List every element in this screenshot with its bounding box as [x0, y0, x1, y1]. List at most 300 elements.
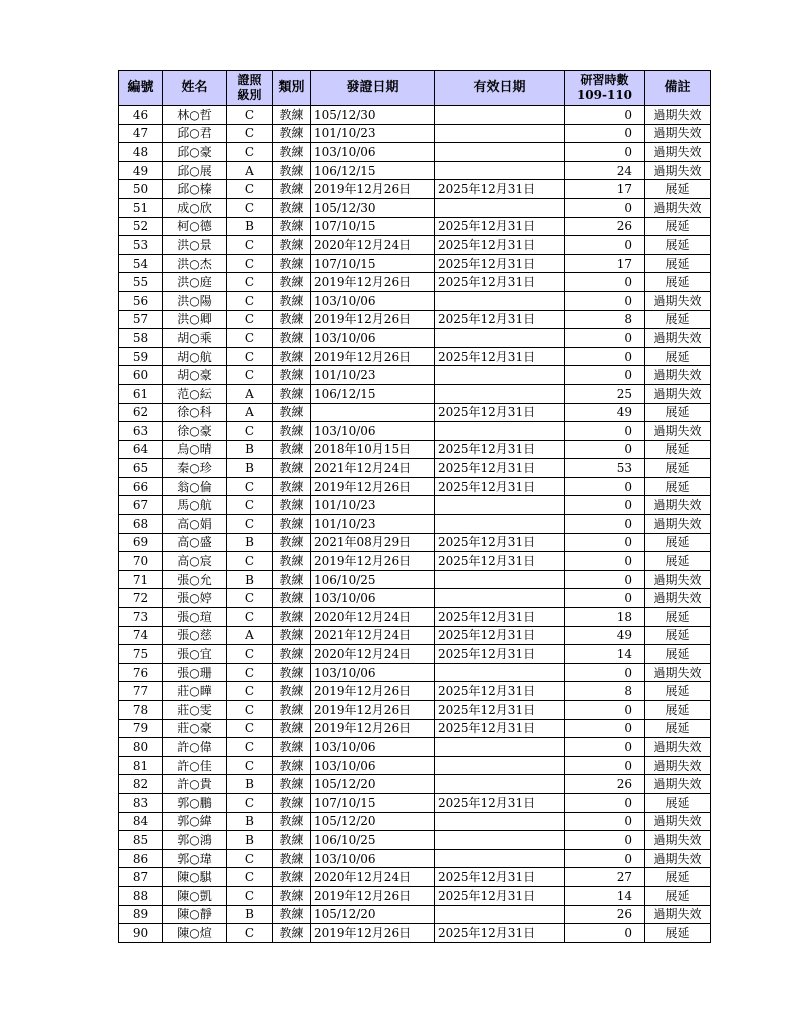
cell-note: 展延: [645, 180, 711, 199]
cell-name: 洪○卿: [163, 310, 227, 329]
cell-issue-date: 2019年12月26日: [311, 180, 435, 199]
cell-category: 教練: [273, 347, 311, 366]
cell-hours: 18: [565, 608, 645, 627]
table-row: [119, 793, 711, 812]
cell-hours: 0: [565, 849, 645, 868]
cell-level: C: [227, 143, 273, 162]
table-body: [119, 106, 711, 943]
cell-note: 展延: [645, 552, 711, 571]
cell-note: 展延: [645, 868, 711, 887]
cell-hours: 0: [565, 719, 645, 738]
cell-valid-date: [435, 738, 565, 757]
cell-no: 87: [119, 868, 163, 887]
cell-issue-date: 103/10/06: [311, 589, 435, 608]
cell-hours: 26: [565, 217, 645, 236]
cell-level: C: [227, 682, 273, 701]
cell-name: 徐○豪: [163, 422, 227, 441]
cell-valid-date: 2025年12月31日: [435, 403, 565, 422]
cell-valid-date: [435, 366, 565, 385]
cell-level: C: [227, 756, 273, 775]
table-row: [119, 626, 711, 645]
table-row: [119, 701, 711, 720]
cell-issue-date: 2020年12月24日: [311, 868, 435, 887]
cell-note: 過期失效: [645, 905, 711, 924]
cell-category: 教練: [273, 775, 311, 794]
cell-level: B: [227, 217, 273, 236]
table-row: [119, 106, 711, 125]
cell-hours: 0: [565, 533, 645, 552]
cell-valid-date: [435, 143, 565, 162]
cell-valid-date: [435, 663, 565, 682]
cell-note: 過期失效: [645, 422, 711, 441]
cell-no: 53: [119, 236, 163, 255]
cell-issue-date: 2019年12月26日: [311, 682, 435, 701]
cell-hours: 0: [565, 329, 645, 348]
cell-name: 胡○豪: [163, 366, 227, 385]
cell-level: C: [227, 886, 273, 905]
cell-issue-date: 101/10/23: [311, 515, 435, 534]
header-issue-date: 發證日期: [311, 71, 435, 106]
header-hours-line1: 研習時數: [580, 73, 629, 87]
cell-name: 陳○靜: [163, 905, 227, 924]
cell-valid-date: [435, 905, 565, 924]
cell-valid-date: 2025年12月31日: [435, 682, 565, 701]
table-row: [119, 161, 711, 180]
cell-no: 49: [119, 161, 163, 180]
table-row: [119, 440, 711, 459]
table-row: [119, 217, 711, 236]
cell-level: C: [227, 291, 273, 310]
cell-valid-date: 2025年12月31日: [435, 719, 565, 738]
cell-no: 67: [119, 496, 163, 515]
cell-category: 教練: [273, 459, 311, 478]
cell-name: 馬○航: [163, 496, 227, 515]
table-row: [119, 459, 711, 478]
cell-note: 展延: [645, 682, 711, 701]
cell-note: 過期失效: [645, 570, 711, 589]
cell-level: B: [227, 775, 273, 794]
cell-valid-date: [435, 329, 565, 348]
table-row: [119, 608, 711, 627]
cell-no: 68: [119, 515, 163, 534]
table-row: [119, 570, 711, 589]
header-name: 姓名: [163, 71, 227, 106]
cell-note: 展延: [645, 924, 711, 943]
cell-name: 郭○鴻: [163, 831, 227, 850]
cell-note: 過期失效: [645, 366, 711, 385]
cell-hours: 0: [565, 291, 645, 310]
cell-category: 教練: [273, 849, 311, 868]
header-note: 備註: [645, 71, 711, 106]
cell-level: B: [227, 812, 273, 831]
cell-valid-date: [435, 106, 565, 125]
cell-hours: 14: [565, 645, 645, 664]
cell-issue-date: 103/10/06: [311, 291, 435, 310]
cell-valid-date: [435, 849, 565, 868]
cell-level: C: [227, 124, 273, 143]
table-header: [119, 71, 711, 106]
cell-category: 教練: [273, 570, 311, 589]
cell-note: 過期失效: [645, 775, 711, 794]
table-row: [119, 496, 711, 515]
cell-name: 許○佳: [163, 756, 227, 775]
cell-hours: 0: [565, 515, 645, 534]
cell-category: 教練: [273, 756, 311, 775]
cell-note: 展延: [645, 403, 711, 422]
cell-issue-date: 2021年12月24日: [311, 459, 435, 478]
cell-category: 教練: [273, 868, 311, 887]
cell-valid-date: [435, 384, 565, 403]
cell-valid-date: 2025年12月31日: [435, 217, 565, 236]
cell-hours: 0: [565, 236, 645, 255]
cell-level: C: [227, 422, 273, 441]
cell-valid-date: 2025年12月31日: [435, 477, 565, 496]
table-row: [119, 310, 711, 329]
table-row: [119, 124, 711, 143]
cell-issue-date: 2021年08月29日: [311, 533, 435, 552]
cell-level: C: [227, 310, 273, 329]
cell-hours: 0: [565, 347, 645, 366]
cell-no: 64: [119, 440, 163, 459]
cell-hours: 17: [565, 254, 645, 273]
cell-level: B: [227, 440, 273, 459]
cell-issue-date: 105/12/20: [311, 812, 435, 831]
cell-no: 66: [119, 477, 163, 496]
cell-hours: 8: [565, 310, 645, 329]
table-row: [119, 254, 711, 273]
cell-no: 75: [119, 645, 163, 664]
cell-no: 81: [119, 756, 163, 775]
cell-valid-date: [435, 812, 565, 831]
cell-note: 過期失效: [645, 143, 711, 162]
table-row: [119, 515, 711, 534]
cell-no: 70: [119, 552, 163, 571]
cell-note: 展延: [645, 347, 711, 366]
cell-note: 展延: [645, 254, 711, 273]
cell-note: 過期失效: [645, 106, 711, 125]
cell-level: C: [227, 608, 273, 627]
cell-category: 教練: [273, 254, 311, 273]
cell-hours: 0: [565, 106, 645, 125]
table-row: [119, 180, 711, 199]
cell-name: 陳○凱: [163, 886, 227, 905]
cell-level: C: [227, 254, 273, 273]
cell-issue-date: 106/12/15: [311, 384, 435, 403]
cell-level: C: [227, 347, 273, 366]
cell-name: 柯○德: [163, 217, 227, 236]
cell-issue-date: 2019年12月26日: [311, 719, 435, 738]
header-no: 編號: [119, 71, 163, 106]
cell-hours: 26: [565, 775, 645, 794]
cell-name: 張○珊: [163, 663, 227, 682]
cell-no: 89: [119, 905, 163, 924]
cell-valid-date: [435, 198, 565, 217]
cell-no: 62: [119, 403, 163, 422]
cell-name: 郭○緯: [163, 812, 227, 831]
cell-level: C: [227, 552, 273, 571]
cell-hours: 0: [565, 273, 645, 292]
cell-name: 秦○珍: [163, 459, 227, 478]
cell-note: 展延: [645, 273, 711, 292]
cell-category: 教練: [273, 273, 311, 292]
cell-category: 教練: [273, 533, 311, 552]
cell-name: 張○婷: [163, 589, 227, 608]
cell-valid-date: 2025年12月31日: [435, 180, 565, 199]
cell-issue-date: 2020年12月24日: [311, 608, 435, 627]
header-hours-line2: 109-110: [576, 88, 633, 102]
cell-hours: 0: [565, 477, 645, 496]
cell-note: 過期失效: [645, 384, 711, 403]
table-row: [119, 924, 711, 943]
cell-name: 胡○乘: [163, 329, 227, 348]
cell-no: 57: [119, 310, 163, 329]
cell-no: 65: [119, 459, 163, 478]
cell-note: 過期失效: [645, 124, 711, 143]
cell-hours: 8: [565, 682, 645, 701]
cell-issue-date: 103/10/06: [311, 756, 435, 775]
table-row: [119, 905, 711, 924]
table-row: [119, 198, 711, 217]
cell-category: 教練: [273, 924, 311, 943]
cell-note: 過期失效: [645, 663, 711, 682]
cell-issue-date: 101/10/23: [311, 496, 435, 515]
cell-issue-date: 103/10/06: [311, 849, 435, 868]
cell-valid-date: 2025年12月31日: [435, 701, 565, 720]
cell-valid-date: [435, 831, 565, 850]
cell-valid-date: 2025年12月31日: [435, 552, 565, 571]
cell-note: 過期失效: [645, 589, 711, 608]
cell-name: 林○哲: [163, 106, 227, 125]
cell-category: 教練: [273, 440, 311, 459]
cell-issue-date: 105/12/20: [311, 775, 435, 794]
cell-category: 教練: [273, 626, 311, 645]
cell-no: 85: [119, 831, 163, 850]
cell-level: C: [227, 868, 273, 887]
cell-level: C: [227, 663, 273, 682]
cell-level: C: [227, 366, 273, 385]
table-row: [119, 645, 711, 664]
header-valid-date: 有效日期: [435, 71, 565, 106]
cell-hours: 0: [565, 496, 645, 515]
table-row: [119, 384, 711, 403]
cell-valid-date: 2025年12月31日: [435, 254, 565, 273]
header-category: 類別: [273, 71, 311, 106]
cell-level: B: [227, 831, 273, 850]
cell-issue-date: 105/12/20: [311, 905, 435, 924]
cell-no: 71: [119, 570, 163, 589]
cell-level: C: [227, 496, 273, 515]
cell-name: 胡○航: [163, 347, 227, 366]
header-level-line2: 級別: [237, 88, 262, 102]
cell-note: 展延: [645, 459, 711, 478]
cell-note: 過期失效: [645, 291, 711, 310]
table-row: [119, 291, 711, 310]
cell-no: 77: [119, 682, 163, 701]
table-row: [119, 422, 711, 441]
cell-note: 展延: [645, 217, 711, 236]
cell-issue-date: 103/10/06: [311, 663, 435, 682]
cell-name: 許○貴: [163, 775, 227, 794]
cell-category: 教練: [273, 310, 311, 329]
cell-category: 教練: [273, 143, 311, 162]
header-level: [227, 71, 273, 106]
cell-issue-date: 106/10/25: [311, 570, 435, 589]
cell-category: 教練: [273, 236, 311, 255]
cell-level: C: [227, 793, 273, 812]
cell-name: 高○宸: [163, 552, 227, 571]
cell-valid-date: [435, 775, 565, 794]
cell-hours: 0: [565, 124, 645, 143]
cell-hours: 26: [565, 905, 645, 924]
cell-no: 84: [119, 812, 163, 831]
cell-hours: 0: [565, 198, 645, 217]
cell-hours: 0: [565, 552, 645, 571]
cell-hours: 49: [565, 626, 645, 645]
cell-category: 教練: [273, 422, 311, 441]
cell-level: C: [227, 645, 273, 664]
cell-valid-date: 2025年12月31日: [435, 626, 565, 645]
cell-category: 教練: [273, 217, 311, 236]
cell-hours: 0: [565, 701, 645, 720]
cell-issue-date: 2020年12月24日: [311, 236, 435, 255]
cell-valid-date: [435, 124, 565, 143]
cell-hours: 0: [565, 570, 645, 589]
table-row: [119, 533, 711, 552]
cell-category: 教練: [273, 161, 311, 180]
cell-note: 展延: [645, 793, 711, 812]
table-row: [119, 682, 711, 701]
cell-category: 教練: [273, 905, 311, 924]
cell-level: C: [227, 329, 273, 348]
cell-category: 教練: [273, 831, 311, 850]
cell-valid-date: [435, 589, 565, 608]
cell-level: B: [227, 533, 273, 552]
cell-no: 54: [119, 254, 163, 273]
cell-valid-date: 2025年12月31日: [435, 608, 565, 627]
cell-valid-date: 2025年12月31日: [435, 793, 565, 812]
cell-name: 邱○君: [163, 124, 227, 143]
cell-level: B: [227, 905, 273, 924]
cell-hours: 0: [565, 663, 645, 682]
cell-issue-date: 107/10/15: [311, 254, 435, 273]
cell-no: 48: [119, 143, 163, 162]
cell-no: 56: [119, 291, 163, 310]
cell-hours: 0: [565, 589, 645, 608]
cell-note: 展延: [645, 719, 711, 738]
cell-no: 46: [119, 106, 163, 125]
cell-valid-date: [435, 422, 565, 441]
cell-name: 洪○杰: [163, 254, 227, 273]
cell-name: 邱○豪: [163, 143, 227, 162]
cell-note: 過期失效: [645, 812, 711, 831]
cell-valid-date: [435, 756, 565, 775]
table-row: [119, 719, 711, 738]
cell-name: 張○瑄: [163, 608, 227, 627]
table-row: [119, 831, 711, 850]
cell-no: 69: [119, 533, 163, 552]
cell-issue-date: 2019年12月26日: [311, 273, 435, 292]
cell-hours: 0: [565, 812, 645, 831]
cell-issue-date: 2019年12月26日: [311, 477, 435, 496]
cell-category: 教練: [273, 477, 311, 496]
cell-hours: 0: [565, 366, 645, 385]
cell-note: 展延: [645, 701, 711, 720]
cell-category: 教練: [273, 663, 311, 682]
cell-no: 79: [119, 719, 163, 738]
table-row: [119, 756, 711, 775]
header-level-line1: 證照: [237, 73, 262, 87]
cell-name: 邱○展: [163, 161, 227, 180]
cell-issue-date: 105/12/30: [311, 198, 435, 217]
cell-hours: 0: [565, 440, 645, 459]
cell-level: C: [227, 589, 273, 608]
cell-level: A: [227, 384, 273, 403]
cell-note: 過期失效: [645, 515, 711, 534]
cell-name: 張○宜: [163, 645, 227, 664]
table-row: [119, 273, 711, 292]
cell-issue-date: 2019年12月26日: [311, 886, 435, 905]
cell-issue-date: 106/10/25: [311, 831, 435, 850]
cell-category: 教練: [273, 384, 311, 403]
cell-issue-date: 2020年12月24日: [311, 645, 435, 664]
cell-level: C: [227, 273, 273, 292]
cell-hours: 17: [565, 180, 645, 199]
cell-issue-date: [311, 403, 435, 422]
cell-issue-date: 107/10/15: [311, 217, 435, 236]
cell-category: 教練: [273, 198, 311, 217]
cell-no: 86: [119, 849, 163, 868]
cell-issue-date: 103/10/06: [311, 329, 435, 348]
cell-no: 83: [119, 793, 163, 812]
cell-no: 90: [119, 924, 163, 943]
cell-note: 展延: [645, 608, 711, 627]
cell-level: C: [227, 924, 273, 943]
cell-valid-date: [435, 496, 565, 515]
cell-no: 82: [119, 775, 163, 794]
header-hours: [565, 71, 645, 106]
cell-name: 洪○庭: [163, 273, 227, 292]
cell-category: 教練: [273, 403, 311, 422]
cell-category: 教練: [273, 180, 311, 199]
table-row: [119, 477, 711, 496]
cell-category: 教練: [273, 496, 311, 515]
cell-no: 73: [119, 608, 163, 627]
cell-level: B: [227, 570, 273, 589]
cell-no: 47: [119, 124, 163, 143]
cell-category: 教練: [273, 608, 311, 627]
cell-valid-date: 2025年12月31日: [435, 273, 565, 292]
cell-note: 展延: [645, 310, 711, 329]
cell-name: 成○欣: [163, 198, 227, 217]
cell-note: 過期失效: [645, 161, 711, 180]
table-row: [119, 143, 711, 162]
cell-issue-date: 2021年12月24日: [311, 626, 435, 645]
cell-category: 教練: [273, 329, 311, 348]
cell-no: 61: [119, 384, 163, 403]
cell-no: 50: [119, 180, 163, 199]
table-row: [119, 403, 711, 422]
cell-name: 烏○晴: [163, 440, 227, 459]
cell-no: 55: [119, 273, 163, 292]
cell-valid-date: 2025年12月31日: [435, 310, 565, 329]
cell-no: 72: [119, 589, 163, 608]
cell-category: 教練: [273, 552, 311, 571]
table-row: [119, 775, 711, 794]
cell-name: 高○盛: [163, 533, 227, 552]
cell-hours: 0: [565, 422, 645, 441]
cell-no: 63: [119, 422, 163, 441]
cell-name: 張○允: [163, 570, 227, 589]
